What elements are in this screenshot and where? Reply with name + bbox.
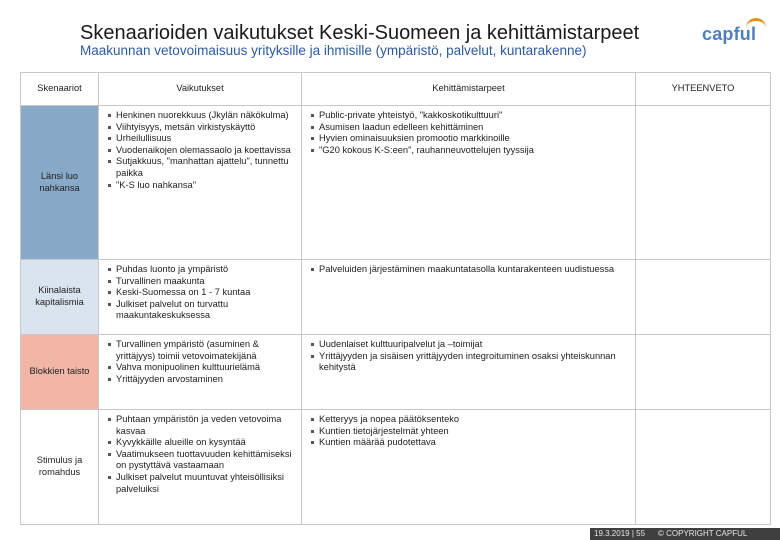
needs-cell (302, 410, 636, 525)
list-item: Henkinen nuorekkuus (Jkylän näkökulma) (108, 110, 295, 122)
footer-date-page: 19.3.2019 | 55 (594, 529, 646, 538)
list-item: Palveluiden järjestäminen maakuntatasolla kuntarakenteen uudistuessa (311, 264, 629, 276)
list-item: Yrittäjyyden ja sisäisen yrittäjyyden integroituminen osaksi yhteiskunnan kehitystä (311, 351, 629, 374)
list-item: Uudenlaiset kulttuuripalvelut ja –toimijat (311, 339, 629, 351)
logo-arc-icon (746, 18, 766, 33)
list-item: Keski-Suomessa on 1 - 7 kuntaa (108, 287, 295, 299)
header-summary: YHTEENVETO (636, 73, 771, 106)
list-item: Sutjakkuus, "manhattan ajattelu", tunnettu paikka (108, 156, 295, 179)
scenario-cell: Länsi luo nahkansa (21, 106, 99, 260)
summary-cell (636, 260, 771, 335)
list-item: Puhtaan ympäristön ja veden vetovoima kasvaa (108, 414, 295, 437)
list-item: Urheilullisuus (108, 133, 295, 145)
slide-title: Skenaarioiden vaikutukset Keski-Suomeen ja kehittämistarpeet (80, 22, 640, 44)
list-item: Julkiset palvelut muuntuvat yhteisöllisiksi palveluiksi (108, 472, 295, 495)
list-item: Yrittäjyyden arvostaminen (108, 374, 295, 386)
table-row (21, 335, 771, 410)
list-item: Turvallinen ympäristö (asuminen & yrittäjyys) toimii vetovoimatekijänä (108, 339, 295, 362)
table-row (21, 410, 771, 525)
summary-cell (636, 106, 771, 260)
list-item: "K-S luo nahkansa" (108, 180, 295, 192)
effects-cell (99, 106, 302, 260)
list-item: Vuodenaikojen olemassaolo ja koettavissa (108, 145, 295, 157)
logo-wordmark: capful (702, 24, 757, 44)
list-item: Kuntien määrää pudotettava (311, 437, 629, 449)
needs-cell (302, 260, 636, 335)
header-needs: Kehittämistarpeet (302, 73, 636, 106)
effects-cell (99, 260, 302, 335)
header-scenarios: Skenaariot (21, 73, 99, 106)
list-item: Puhdas luonto ja ympäristö (108, 264, 295, 276)
summary-cell (636, 410, 771, 525)
header-effects: Vaikutukset (99, 73, 302, 106)
table-header-row (21, 73, 771, 106)
list-item: Kyvykkäille alueille on kysyntää (108, 437, 295, 449)
table-row (21, 106, 771, 260)
list-item: Julkiset palvelut on turvattu maakuntakeskuksessa (108, 299, 295, 322)
list-item: Hyvien ominaisuuksien promootio markkinoille (311, 133, 629, 145)
list-item: Vaatimukseen tuottavuuden kehittämiseksi on pystyttävä vastaamaan (108, 449, 295, 472)
list-item: Asumisen laadun edelleen kehittäminen (311, 122, 629, 134)
slide-subtitle: Maakunnan vetovoimaisuus yrityksille ja ihmisille (ympäristö, palvelut, kuntarakenne) (80, 43, 587, 58)
needs-cell (302, 335, 636, 410)
list-item: Public-private yhteistyö, "kakkoskotikulttuuri" (311, 110, 629, 122)
capful-logo (702, 20, 764, 50)
list-item: "G20 kokous K-S:een", rauhanneuvottelujen tyyssija (311, 145, 629, 157)
footer-copyright: © COPYRIGHT CAPFUL (658, 529, 748, 538)
footer-bar (590, 528, 780, 540)
table-row (21, 260, 771, 335)
list-item: Turvallinen maakunta (108, 276, 295, 288)
needs-cell (302, 106, 636, 260)
scenario-table (20, 72, 771, 525)
scenario-cell: Stimulus ja romahdus (21, 410, 99, 525)
list-item: Ketteryys ja nopea päätöksenteko (311, 414, 629, 426)
scenario-cell: Blokkien taisto (21, 335, 99, 410)
scenario-cell: Kiinalaista kapitalismia (21, 260, 99, 335)
list-item: Kuntien tietojärjestelmät yhteen (311, 426, 629, 438)
summary-cell (636, 335, 771, 410)
effects-cell (99, 335, 302, 410)
effects-cell (99, 410, 302, 525)
list-item: Vahva monipuolinen kulttuurielämä (108, 362, 295, 374)
list-item: Viihtyisyys, metsän virkistyskäyttö (108, 122, 295, 134)
